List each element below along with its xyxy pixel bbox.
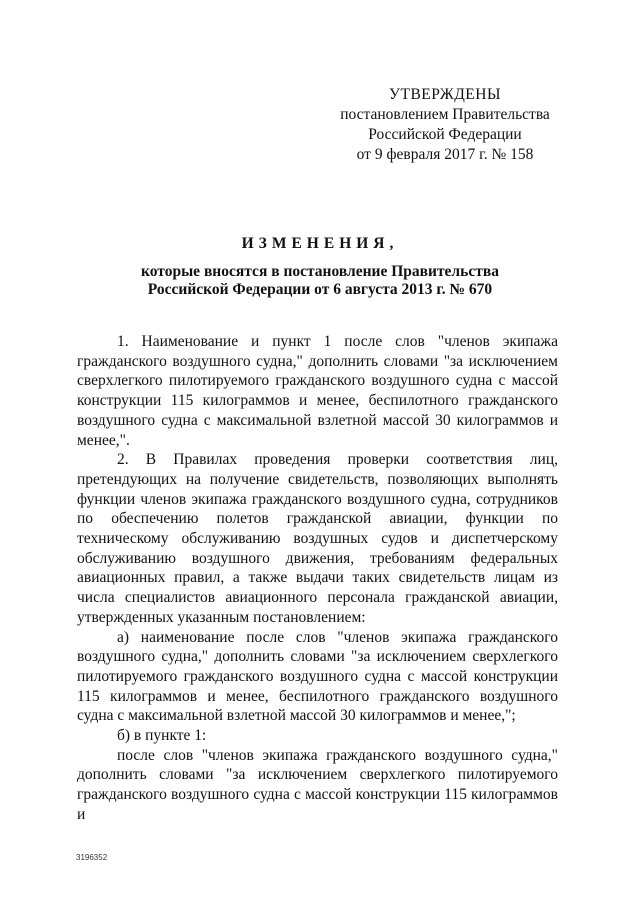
document-number: 3196352 xyxy=(76,853,108,862)
paragraph-4: б) в пункте 1: xyxy=(117,727,207,745)
approval-line-2: Российской Федерации xyxy=(368,126,522,143)
document-body xyxy=(77,332,558,825)
approval-heading: УТВЕРЖДЕНЫ xyxy=(389,86,501,103)
approval-line-1: постановлением Правительства xyxy=(340,106,550,123)
paragraph-5: после слов "членов экипажа гражданского воздушного судна," дополнить словами "за исключением сверхлегкого пилотируемого гражданского воздушного судна с массой конструкции 115 килограммов и xyxy=(77,746,558,823)
approval-line-3: от 9 февраля 2017 г. № 158 xyxy=(356,146,534,163)
document-title: ИЗМЕНЕНИЯ, xyxy=(241,235,399,252)
paragraph-1: 1. Наименование и пункт 1 после слов "членов экипажа гражданского воздушного судна," дополнить словами "за исключением сверхлегкого пилотируемого гражданского воздушного судна с массой конструкции 115 килограммов и менее, беспилотного гражданского воздушного судна с максимальной взлетной массой 30 килограммов и менее,". xyxy=(77,333,558,449)
paragraph-2: 2. В Правилах проведения проверки соответствия лиц, претендующих на получение свидетельств, позволяющих выполнять функции членов экипажа гражданского воздушного судна, сотрудников по обеспечению полетов гражданской авиации, функции по техническому обслуживанию воздушных судов и диспетчерскому обслуживанию воздушного движения, требованиям федеральных авиационных правил, а также выдачи таких свидетельств лицам из числа специалистов авиационного персонала гражданской авиации, утвержденных указанным постановлением: xyxy=(77,451,558,626)
subtitle-line-2: Российской Федерации от 6 августа 2013 г. № 670 xyxy=(147,281,493,298)
subtitle-line-1: которые вносятся в постановление Правительства xyxy=(141,263,499,280)
approval-stamp xyxy=(330,85,560,165)
document-subtitle xyxy=(120,263,520,299)
paragraph-3: а) наименование после слов "членов экипажа гражданского воздушного судна," дополнить словами "за исключением сверхлегкого пилотируемого гражданского воздушного судна с массой конструкции 115 килограммов и менее, беспилотного гражданского воздушного судна с максимальной взлетной массой 30 килограммов и менее,"; xyxy=(77,628,558,725)
